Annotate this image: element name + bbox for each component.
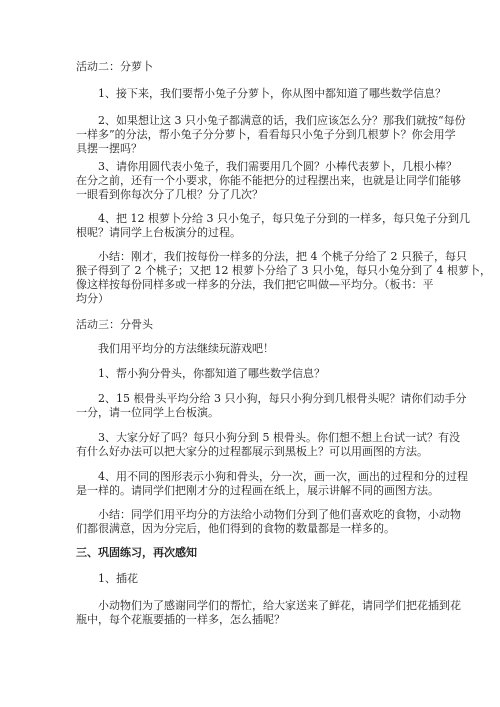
activity-2-summary-line-1: 小结：刚才，我们按每份一样多的分法，把 4 个桃子分给了 2 只猴子，每只 (98, 250, 467, 263)
activity-2-step-3-line-3: 一眼看到你每次分了几根？分了几次？ (76, 188, 263, 201)
activity-3-intro: 我们用平均分的方法继续玩游戏吧！ (98, 342, 274, 355)
section-3-paragraph-line-2: 瓶中，每个花瓶要插的一样多，怎么插呢？ (76, 613, 285, 626)
activity-3-step-4-line-1: 4、用不同的图形表示小狗和骨头，分一次，画一次，画出的过程和分的过程 (98, 470, 468, 483)
activity-3-step-1: 1、帮小狗分骨头，你都知道了哪些数学信息？ (98, 367, 325, 380)
activity-2-step-2-line-3: 具摆一摆吗？ (76, 142, 142, 155)
activity-2-summary-line-3: 像这样按每份同样多或一样多的分法，我们把它叫做—平均分。（板书：平 (76, 278, 434, 291)
activity-3-summary-line-1: 小结：同学们用平均分的方法给小动物们分到了他们喜欢吃的食物，小动物 (98, 508, 461, 521)
activity-3-step-2-line-2: 一分，请一位同学上台板演。 (76, 406, 219, 419)
section-3-item-1: 1、插花 (98, 572, 138, 585)
activity-3-step-4-line-2: 是一样的。请同学们把刚才分的过程画在纸上，展示讲解不同的画图方法。 (76, 484, 439, 497)
activity-3-step-2-line-1: 2、15 根骨头平均分给 3 只小狗，每只小狗分到几根骨头呢？请你们动手分 (98, 392, 467, 405)
activity-2-step-3-line-2: 在分之前，还有一个小要求，你能不能把分的过程摆出来，也就是让同学们能够 (76, 174, 461, 187)
activity-3-summary-line-2: 们都很满意，因为分完后，他们得到的食物的数量都是一样多的。 (76, 522, 395, 535)
activity-2-summary-line-4: 均分） (76, 292, 109, 305)
activity-2-heading: 活动二：分萝卜 (76, 60, 153, 73)
activity-3-step-3-line-1: 3、大家分好了吗？每只小狗分到 5 根骨头。你们想不想上台试一试？有没 (98, 431, 460, 444)
activity-2-step-4-line-2: 根呢？请同学上台板演分的过程。 (76, 226, 241, 239)
activity-2-step-3-line-1: 3、请你用圆代表小兔子，我们需要用几个圆？小棒代表萝卜，几根小棒？ (98, 160, 457, 173)
activity-2-step-1: 1、接下来，我们要帮小兔子分萝卜，你从图中都知道了哪些数学信息？ (98, 87, 446, 100)
activity-2-summary-line-2: 猴子得到了 2 个桃子；又把 12 根萝卜分给了 3 只小兔，每只小兔分到了 4 根萝卜， (76, 264, 491, 277)
section-3-heading: 三、巩固练习，再次感知 (76, 546, 197, 559)
activity-2-step-2-line-1: 2、如果想让这 3 只小兔子都满意的话，我们应该怎么分？那我们就按“每份 (98, 114, 466, 127)
section-3-paragraph-line-1: 小动物们为了感谢同学们的帮忙，给大家送来了鲜花，请同学们把花插到花 (98, 599, 461, 612)
activity-2-step-2-line-2: 一样多”的分法，帮小兔子分分萝卜，看看每只小兔子分到几根萝卜？你会用学 (76, 128, 456, 141)
activity-3-heading: 活动三：分骨头 (76, 318, 153, 331)
activity-3-step-3-line-2: 有什么好办法可以把大家分的过程都展示到黑板上？可以用画图的方法。 (76, 445, 428, 458)
activity-2-step-4-line-1: 4、把 12 根萝卜分给 3 只小兔子，每只兔子分到的一样多，每只兔子分到几 (98, 212, 470, 225)
